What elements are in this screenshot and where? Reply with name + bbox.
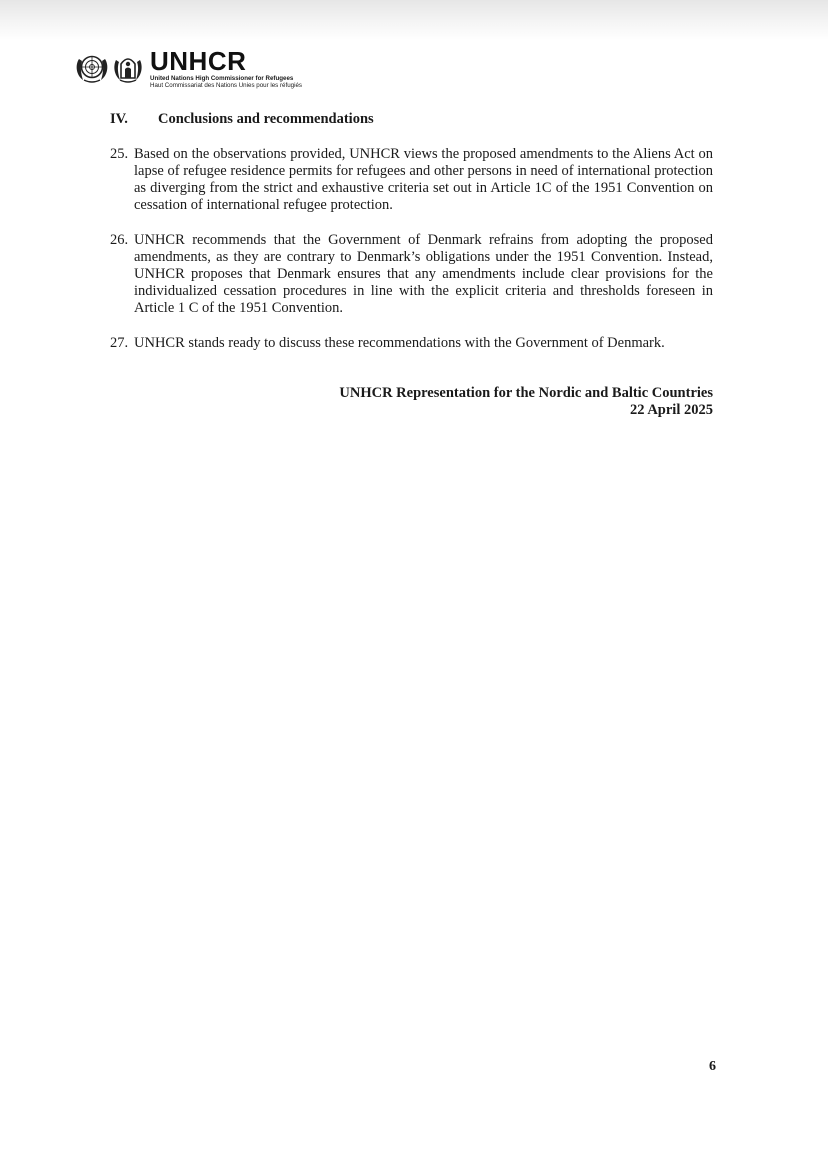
brand-full-name-en: United Nations High Commissioner for Refugees: [150, 75, 294, 82]
signature-block: [339, 385, 713, 419]
document-header: [74, 46, 574, 94]
section-number: IV.: [110, 111, 128, 127]
brand-full-name-fr: Haut Commissariat des Nations Unies pour les réfugiés: [150, 82, 303, 89]
brand-name: UNHCR: [150, 46, 247, 76]
signature-organization: UNHCR Representation for the Nordic and Baltic Countries: [339, 385, 713, 401]
unhcr-emblem-icon: [110, 50, 146, 86]
signature-date: 22 April 2025: [630, 402, 713, 418]
paragraph-text: UNHCR stands ready to discuss these recommendations with the Government of Denmark.: [134, 335, 665, 351]
section-title: Conclusions and recommendations: [158, 111, 374, 127]
paragraph-number: 25.: [110, 146, 129, 162]
page-number: 6: [709, 1059, 716, 1074]
paragraph-26: [110, 232, 713, 317]
paragraph-number: 27.: [110, 335, 129, 351]
paragraph-text: Based on the observations provided, UNHCR views the proposed amendments to the Aliens Act on lapse of refugee residence permits for refugees and other persons in need of international protection as diverging from the strict and exhaustive criteria set out in Article 1C of the 1951 Convention on cessation of international refugee protection.: [134, 146, 713, 213]
un-emblem-icon: [74, 50, 110, 86]
section-heading: [110, 110, 374, 128]
paragraph-25: [110, 146, 713, 214]
paragraph-text: UNHCR recommends that the Government of Denmark refrains from adopting the proposed amendments, as they are contrary to Denmark’s obligations under the 1951 Convention. Instead, UNHCR proposes that Denmark ensures that any amendments include clear provisions for the individualized cessation procedures in line with the explicit criteria and thresholds foreseen in Article 1 C of the 1951 Convention.: [134, 232, 713, 316]
paragraph-27: [110, 335, 713, 352]
scan-edge-shadow: [0, 0, 828, 40]
paragraph-number: 26.: [110, 232, 129, 248]
